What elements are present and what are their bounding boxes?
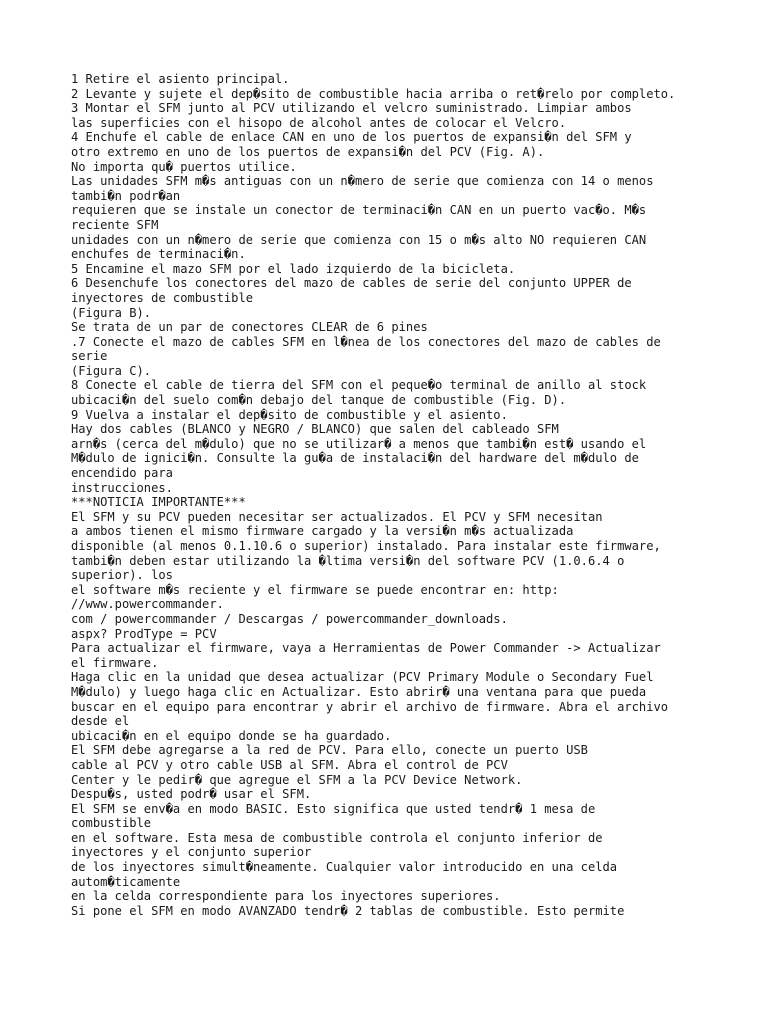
text-line: enchufes de terminaci�n. [71, 247, 246, 262]
text-line: unidades con un n�mero de serie que comienza con 15 o m�s alto NO requieren CAN [71, 232, 647, 247]
text-line: 6 Desenchufe los conectores del mazo de cables de serie del conjunto UPPER de [71, 276, 632, 291]
text-line: Las unidades SFM m�s antiguas con un n�mero de serie que comienza con 14 o menos [71, 174, 654, 189]
text-line: disponible (al menos 0.1.10.6 o superior) instalado. Para instalar este firmware, [71, 539, 661, 553]
text-line: buscar en el equipo para encontrar y abrir el archivo de firmware. Abra el archivo [71, 699, 669, 714]
text-line: (Figura C). [71, 363, 152, 378]
text-line: Center y le pedir� que agregue el SFM a la PCV Device Network. [71, 772, 523, 787]
text-line: ubicaci�n del suelo com�n debajo del tanque de combustible (Fig. D). [71, 393, 567, 408]
text-line: El SFM debe agregarse a la red de PCV. Para ello, conecte un puerto USB [71, 743, 588, 758]
text-line: (Figura B). [71, 305, 152, 320]
text-line: inyectores y el conjunto superior [71, 845, 312, 860]
text-line: El SFM se env�a en modo BASIC. Esto significa que usted tendr� 1 mesa de [71, 801, 596, 816]
text-line: autom�ticamente [71, 874, 181, 889]
text-line: el software m�s reciente y el firmware se puede encontrar en: http: [71, 582, 559, 597]
text-line: cable al PCV y otro cable USB al SFM. Abra el control de PCV [71, 757, 508, 772]
text-line: .7 Conecte el mazo de cables SFM en l�nea de los conectores del mazo de cables de [71, 334, 661, 349]
text-line: de los inyectores simult�neamente. Cualquier valor introducido en una celda [71, 860, 618, 875]
document-body [71, 72, 731, 918]
text-line: superior). los [71, 568, 173, 583]
text-line: El SFM y su PCV pueden necesitar ser actualizados. El PCV y SFM necesitan [71, 509, 603, 524]
text-line: requieren que se instale un conector de terminaci�n CAN en un puerto vac�o. M�s [71, 203, 647, 218]
text-line: 8 Conecte el cable de tierra del SFM con el peque�o terminal de anillo al stock [71, 378, 647, 393]
text-line: 3 Montar el SFM junto al PCV utilizando el velcro suministrado. Limpiar ambos [71, 101, 632, 116]
text-line: combustible [71, 816, 152, 831]
text-line: tambi�n podr�an [71, 188, 181, 203]
text-line: inyectores de combustible [71, 290, 254, 305]
text-line: aspx? ProdType = PCV [71, 626, 217, 641]
text-line: desde el [71, 714, 130, 729]
text-line: com / powercommander / Descargas / powercommander_downloads. [71, 611, 508, 626]
text-line: en el software. Esta mesa de combustible controla el conjunto inferior de [71, 830, 603, 845]
text-line: Despu�s, usted podr� usar el SFM. [71, 787, 312, 802]
text-line: reciente SFM [71, 217, 159, 232]
text-line: M�dulo) y luego haga clic en Actualizar. Esto abrir� una ventana para que pueda [71, 684, 647, 699]
text-line: instrucciones. [71, 480, 173, 495]
text-line: No importa qu� puertos utilice. [71, 159, 297, 174]
text-line: Se trata de un par de conectores CLEAR de 6 pines [71, 320, 428, 335]
text-line: arn�s (cerca del m�dulo) que no se utilizar� a menos que tambi�n est� usando el [71, 436, 647, 451]
text-line: Haga clic en la unidad que desea actualizar (PCV Primary Module o Secondary Fuel [71, 670, 654, 685]
text-line: 4 Enchufe el cable de enlace CAN en uno de los puertos de expansi�n del SFM y [71, 130, 632, 145]
text-line: Hay dos cables (BLANCO y NEGRO / BLANCO) que salen del cableado SFM [71, 422, 559, 437]
text-line: serie [71, 349, 108, 364]
text-line: M�dulo de ignici�n. Consulte la gu�a de instalaci�n del hardware del m�dulo de [71, 451, 639, 466]
text-line: otro extremo en uno de los puertos de expansi�n del PCV (Fig. A). [71, 144, 545, 159]
text-line: a ambos tienen el mismo firmware cargado y la versi�n m�s actualizada [71, 524, 574, 539]
text-line: en la celda correspondiente para los inyectores superiores. [71, 889, 501, 904]
text-line: las superficies con el hisopo de alcohol antes de colocar el Velcro. [71, 115, 567, 130]
text-line: ***NOTICIA IMPORTANTE*** [71, 495, 246, 510]
text-line: el firmware. [71, 655, 159, 670]
text-line: //www.powercommander. [71, 597, 224, 612]
text-line: Si pone el SFM en modo AVANZADO tendr� 2 tablas de combustible. Esto permite [71, 903, 625, 918]
text-line: 9 Vuelva a instalar el dep�sito de combustible y el asiento. [71, 407, 508, 422]
text-line: Para actualizar el firmware, vaya a Herramientas de Power Commander -> Actualizar [71, 641, 661, 656]
text-line: ubicaci�n en el equipo donde se ha guardado. [71, 728, 392, 743]
text-line: 1 Retire el asiento principal. [71, 72, 290, 86]
text-line: 2 Levante y sujete el dep�sito de combustible hacia arriba o ret�relo por completo. [71, 86, 676, 101]
text-line: tambi�n deben estar utilizando la �ltima versi�n del software PCV (1.0.6.4 o [71, 553, 625, 568]
text-line: 5 Encamine el mazo SFM por el lado izquierdo de la bicicleta. [71, 261, 516, 276]
text-line: encendido para [71, 466, 173, 481]
